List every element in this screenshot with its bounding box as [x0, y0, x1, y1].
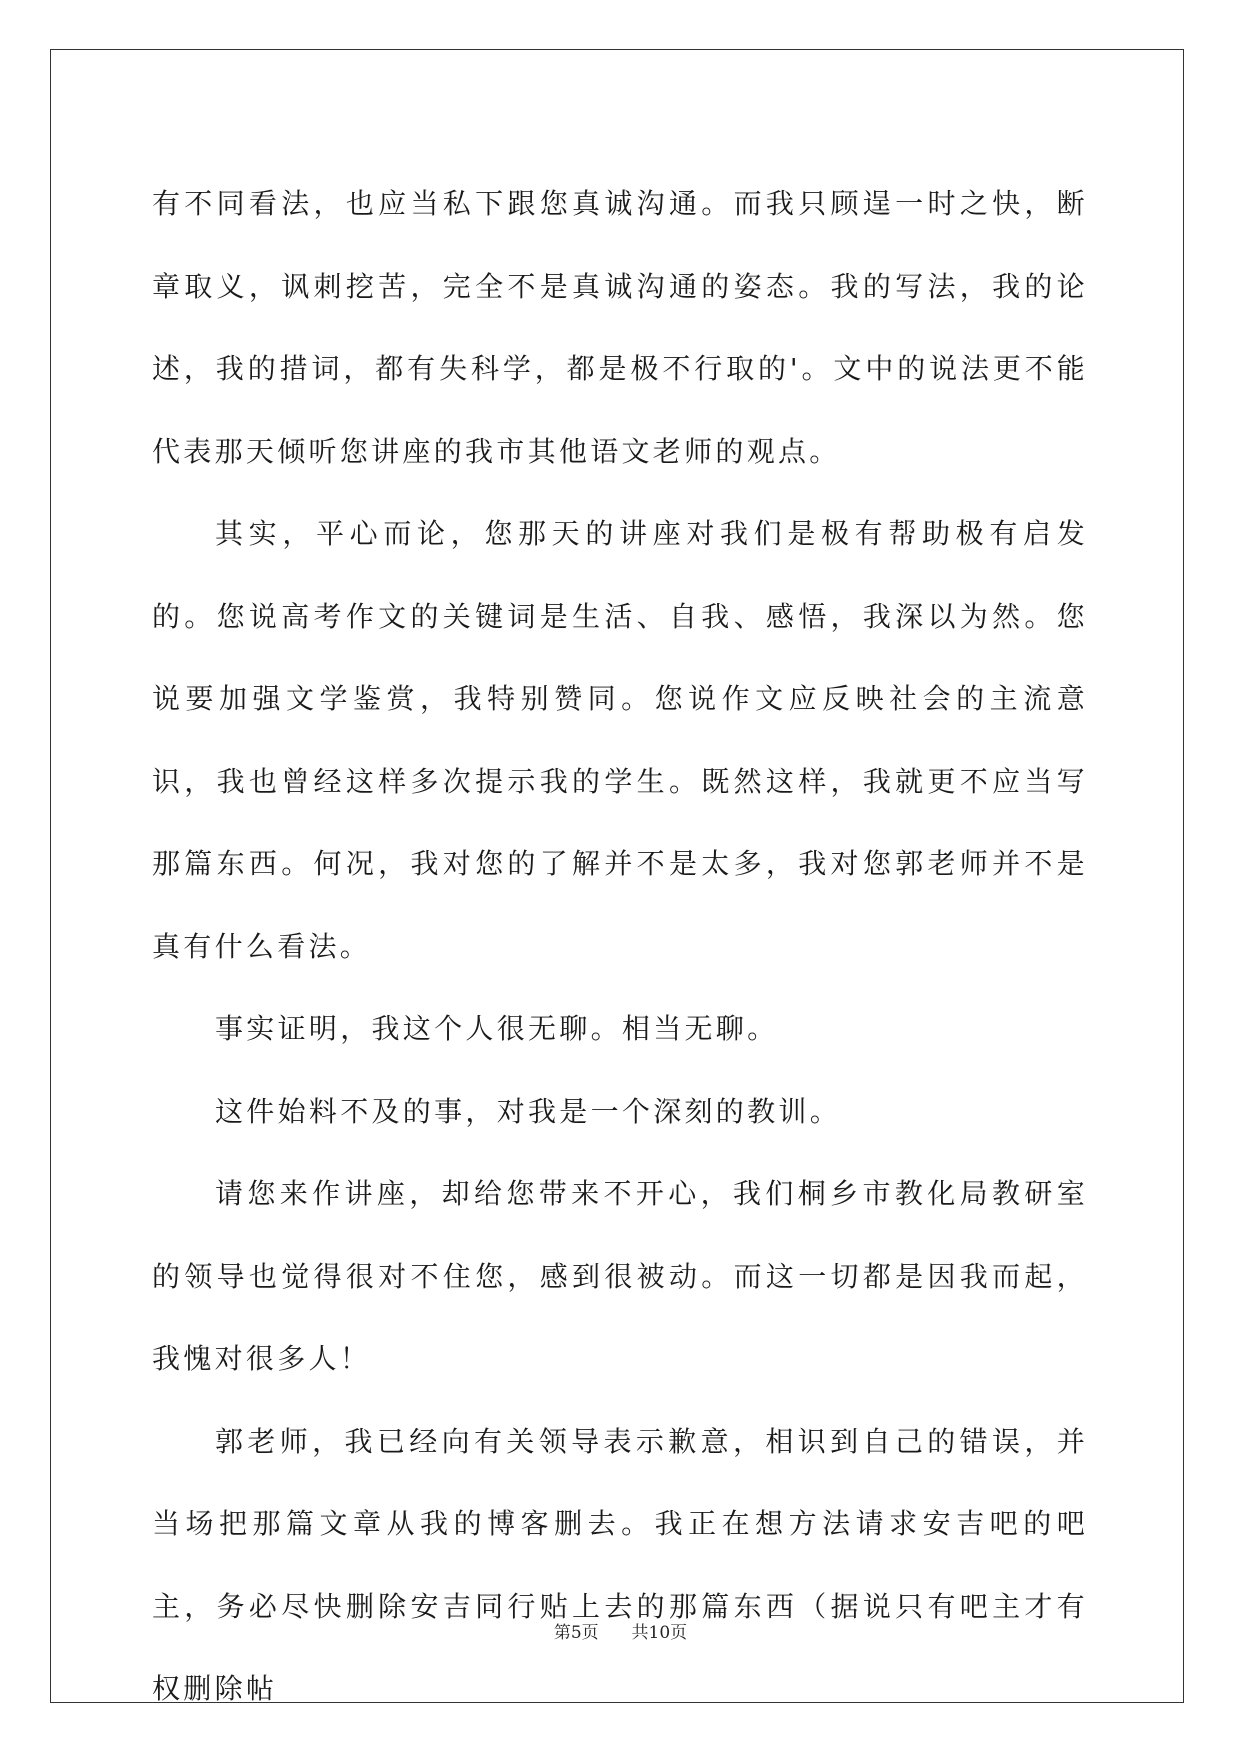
page-number: 第5页	[553, 1623, 599, 1643]
page-footer	[0, 1618, 1241, 1643]
paragraph-2: 其实，平心而论，您那天的讲座对我们是极有帮助极有启发的。您说高考作文的关键词是生活、自我、感悟，我深以为然。您说要加强文学鉴赏，我特别赞同。您说作文应反映社会的主流意识，我也曾经这样多次提示我的学生。既然这样，我就更不应当写那篇东西。何况，我对您的了解并不是太多，我对您郭老师并不是真有什么看法。	[152, 517, 1088, 963]
paragraph-1: 有不同看法，也应当私下跟您真诚沟通。而我只顾逞一时之快，断章取义，讽刺挖苦，完全不是真诚沟通的姿态。我的写法，我的论述，我的措词，都有失科学，都是极不行取的'。文中的说法更不能代表那天倾听您讲座的我市其他语文老师的观点。	[152, 187, 1088, 468]
paragraph-5: 请您来作讲座，却给您带来不开心，我们桐乡市教化局教研室的领导也觉得很对不住您，感到很被动。而这一切都是因我而起，我愧对很多人！	[152, 1177, 1088, 1375]
paragraph-6: 郭老师，我已经向有关领导表示歉意，相识到自己的错误，并当场把那篇文章从我的博客删去。我正在想方法请求安吉吧的吧主，务必尽快删除安吉同行贴上去的那篇东西（据说只有吧主才有权删除帖	[152, 1424, 1088, 1705]
paragraph-3: 事实证明，我这个人很无聊。相当无聊。	[215, 1012, 779, 1045]
document-body	[152, 163, 1088, 1731]
page-total: 共10页	[631, 1623, 688, 1643]
paragraph-4: 这件始料不及的事，对我是一个深刻的教训。	[215, 1094, 842, 1128]
